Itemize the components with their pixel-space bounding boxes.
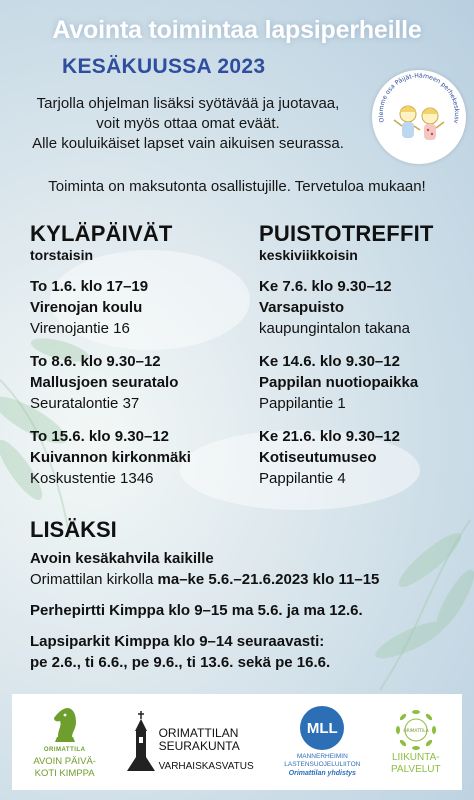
event-address: Seuratalontie 37 — [30, 395, 140, 412]
liikunta-logo — [391, 708, 441, 776]
event-time: Ke 21.6. klo 9.30–12 — [259, 428, 400, 445]
event-item — [259, 351, 434, 414]
lisaksi-section — [30, 517, 470, 673]
cafe-place: Orimattilan kirkolla — [30, 571, 158, 588]
intro-line: Alle kouluikäiset lapset vain aikuisen seurassa. — [32, 135, 344, 152]
logo-line: AVOIN PÄIVÄ- — [33, 756, 96, 767]
event-time: Ke 14.6. klo 9.30–12 — [259, 353, 400, 370]
event-time: To 15.6. klo 9.30–12 — [30, 428, 169, 445]
event-time: To 1.6. klo 17–19 — [30, 278, 149, 295]
event-time: To 8.6. klo 9.30–12 — [30, 353, 161, 370]
mll-mark-icon — [300, 706, 344, 750]
event-address: Pappilantie 1 — [259, 395, 346, 412]
event-place: Pappilan nuotiopaikka — [259, 374, 419, 391]
event-place: Mallusjoen seuratalo — [30, 374, 179, 391]
logo-line: VARHAISKASVATUS — [158, 761, 254, 772]
perhepirtti-text: Perhepirtti Kimppa klo 9–15 ma 5.6. ja ma 12.6. — [30, 602, 363, 619]
lapsiparkit-text: Lapsiparkit Kimppa klo 9–14 seuraavasti: — [30, 633, 325, 650]
event-item — [30, 426, 191, 489]
logo-line: LASTENSUOJELULIITON — [284, 761, 361, 768]
event-item — [30, 276, 191, 339]
chess-knight-icon — [45, 704, 85, 744]
seurakunta-logo — [127, 711, 254, 773]
cafe-title: Avoin kesäkahvila kaikille — [30, 550, 214, 567]
event-address: Pappilantie 4 — [259, 470, 346, 487]
column-subheading: torstaisin — [30, 247, 94, 263]
kylapaivat-column — [30, 222, 191, 501]
badge-text: Olemme osa Päijät-Hämeen perhekeskusv — [377, 72, 461, 125]
logo-top: ORIMATTILA — [403, 728, 429, 733]
section-heading: LISÄKSI — [30, 517, 117, 542]
cafe-details — [30, 569, 470, 590]
logo-line: MANNERHEIMIN — [296, 753, 348, 760]
event-item — [259, 276, 434, 339]
liikunta-text — [391, 752, 441, 776]
logo-line: SEURAKUNTA — [158, 739, 240, 753]
mll-logo — [284, 706, 360, 778]
perhekeskus-badge — [372, 70, 466, 164]
logo-line: PALVELUT — [390, 764, 441, 775]
puistotreffit-column — [259, 222, 434, 501]
logo-line: Orimattilan yhdistys — [288, 770, 356, 777]
partner-logos — [12, 694, 462, 790]
logo-line: KOTI KIMPPA — [34, 768, 95, 779]
column-heading: KYLÄPÄIVÄT — [30, 221, 173, 246]
event-place: Kuivannon kirkonmäki — [30, 449, 191, 466]
event-address: Virenojantie 16 — [30, 320, 130, 337]
kimppa-logo — [33, 704, 96, 780]
intro-line: voit myös ottaa omat eväät. — [96, 115, 280, 132]
page-subtitle: KESÄKUUSSA 2023 — [62, 55, 266, 78]
lapsiparkit-dates: pe 2.6., ti 6.6., pe 9.6., ti 13.6. sekä pe 16.6. — [30, 654, 331, 671]
page-title: Avointa toimintaa lapsiperheille — [52, 16, 422, 44]
wreath-icon — [394, 708, 438, 752]
event-address: Koskustentie 1346 — [30, 470, 154, 487]
intro-line: Tarjolla ohjelman lisäksi syötävää ja juotavaa, — [36, 95, 340, 112]
cafe-time: ma–ke 5.6.–21.6.2023 klo 11–15 — [157, 571, 380, 588]
event-item — [259, 426, 434, 489]
logo-line: ORIMATTILAN — [158, 726, 239, 740]
church-icon — [127, 711, 155, 773]
event-place: Varsapuisto — [259, 299, 345, 316]
column-subheading: keskiviikkoisin — [259, 247, 358, 263]
free-notice: Toiminta on maksutonta osallistujille. Tervetuloa mukaan! — [48, 178, 426, 195]
event-address: kaupungintalon takana — [259, 320, 410, 337]
event-place: Kotiseutumuseo — [259, 449, 377, 466]
kimppa-text — [33, 744, 96, 780]
seurakunta-text — [159, 727, 254, 773]
event-item — [30, 351, 191, 414]
column-heading: PUISTOTREFFIT — [259, 221, 434, 246]
logo-line: LIIKUNTA- — [392, 752, 440, 763]
mll-mark: MLL — [306, 719, 338, 737]
children-illustration-icon — [372, 70, 466, 164]
event-time: Ke 7.6. klo 9.30–12 — [259, 278, 392, 295]
logo-top: ORIMATTILA — [43, 747, 86, 753]
event-place: Virenojan koulu — [30, 299, 143, 316]
intro-text — [10, 94, 366, 154]
mll-text — [284, 753, 360, 778]
